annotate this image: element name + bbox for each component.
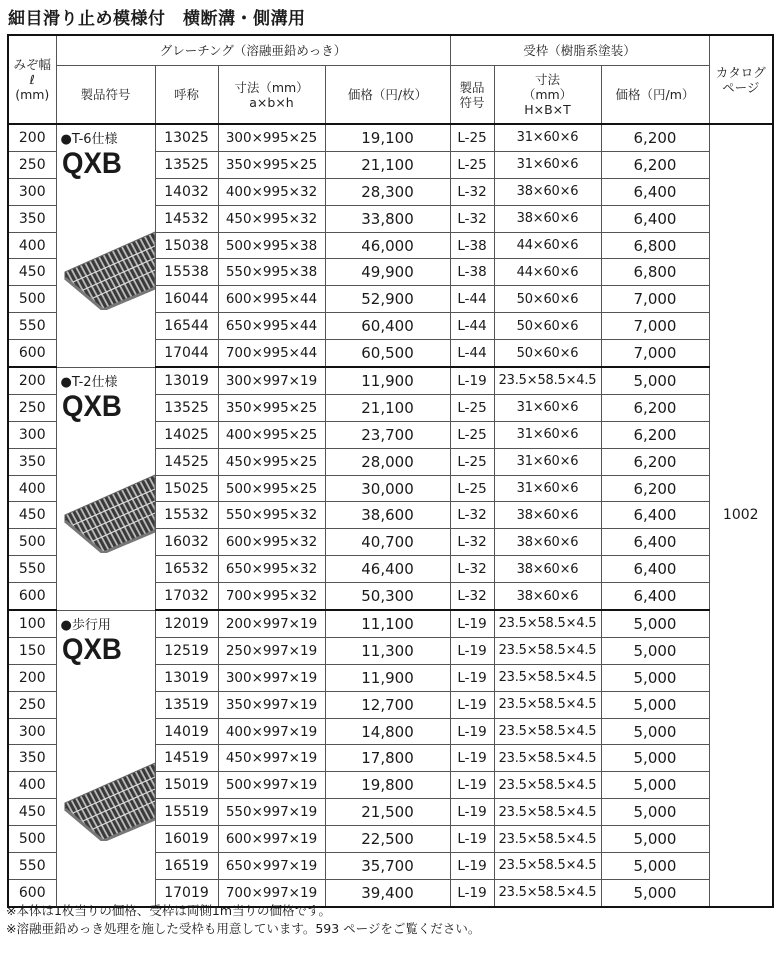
catalog-page-cell: 1002 — [709, 124, 773, 907]
nominal-cell: 15025 — [155, 475, 218, 502]
dimension-cell: 300×997×19 — [218, 367, 325, 394]
nominal-cell: 15532 — [155, 502, 218, 529]
width-cell: 400 — [8, 772, 56, 799]
grating-image-icon — [63, 473, 155, 553]
table-row — [8, 610, 773, 637]
frame-code-cell: L-32 — [450, 529, 494, 556]
dimension-cell: 300×997×19 — [218, 664, 325, 691]
frame-dimension-cell: 31×60×6 — [494, 124, 601, 151]
nominal-cell: 13019 — [155, 664, 218, 691]
price-cell: 35,700 — [325, 853, 450, 880]
frame-price-cell: 6,200 — [601, 394, 709, 421]
frame-dimension-cell: 23.5×58.5×4.5 — [494, 772, 601, 799]
page-title: 細目滑り止め模様付 横断溝・側溝用 — [8, 9, 306, 29]
header-frame-code: 製品 符号 — [450, 66, 494, 125]
dimension-cell: 600×995×44 — [218, 286, 325, 313]
frame-dimension-cell: 31×60×6 — [494, 448, 601, 475]
nominal-cell: 13525 — [155, 151, 218, 178]
frame-dimension-cell: 38×60×6 — [494, 502, 601, 529]
frame-dimension-cell: 50×60×6 — [494, 340, 601, 367]
header-frame-price: 価格（円/m） — [601, 66, 709, 125]
frame-price-cell: 5,000 — [601, 610, 709, 637]
frame-price-cell: 6,200 — [601, 421, 709, 448]
width-cell: 350 — [8, 205, 56, 232]
frame-dimension-cell: 38×60×6 — [494, 178, 601, 205]
frame-dimension-cell: 50×60×6 — [494, 286, 601, 313]
price-cell: 21,100 — [325, 151, 450, 178]
header-nominal: 呼称 — [155, 66, 218, 125]
dimension-cell: 300×995×25 — [218, 124, 325, 151]
frame-dimension-cell: 23.5×58.5×4.5 — [494, 691, 601, 718]
frame-price-cell: 6,200 — [601, 151, 709, 178]
price-cell: 40,700 — [325, 529, 450, 556]
header-dim: 寸法（mm） a×b×h — [218, 66, 325, 125]
width-cell: 600 — [8, 583, 56, 610]
frame-price-cell: 7,000 — [601, 286, 709, 313]
width-cell: 500 — [8, 286, 56, 313]
frame-price-cell: 5,000 — [601, 367, 709, 394]
width-cell: 150 — [8, 637, 56, 664]
header-product-code: 製品符号 — [56, 66, 155, 125]
frame-dimension-cell: 23.5×58.5×4.5 — [494, 637, 601, 664]
nominal-cell: 14032 — [155, 178, 218, 205]
nominal-cell: 17044 — [155, 340, 218, 367]
width-cell: 550 — [8, 853, 56, 880]
width-cell: 450 — [8, 799, 56, 826]
width-cell: 550 — [8, 556, 56, 583]
frame-price-cell: 6,400 — [601, 178, 709, 205]
nominal-cell: 14519 — [155, 745, 218, 772]
price-table — [7, 34, 774, 908]
dimension-cell: 450×997×19 — [218, 745, 325, 772]
frame-price-cell: 6,200 — [601, 475, 709, 502]
frame-code-cell: L-32 — [450, 556, 494, 583]
product-cell — [56, 610, 155, 907]
frame-dimension-cell: 23.5×58.5×4.5 — [494, 718, 601, 745]
product-cell — [56, 367, 155, 610]
price-cell: 60,400 — [325, 313, 450, 340]
price-cell: 46,400 — [325, 556, 450, 583]
width-cell: 250 — [8, 394, 56, 421]
frame-price-cell: 5,000 — [601, 745, 709, 772]
frame-price-cell: 6,400 — [601, 502, 709, 529]
frame-price-cell: 5,000 — [601, 826, 709, 853]
price-cell: 14,800 — [325, 718, 450, 745]
price-cell: 11,300 — [325, 637, 450, 664]
price-cell: 38,600 — [325, 502, 450, 529]
grating-image — [63, 473, 155, 557]
frame-price-cell: 6,400 — [601, 529, 709, 556]
nominal-cell: 16519 — [155, 853, 218, 880]
dimension-cell: 400×995×32 — [218, 178, 325, 205]
frame-price-cell: 5,000 — [601, 799, 709, 826]
nominal-cell: 12519 — [155, 637, 218, 664]
width-cell: 600 — [8, 879, 56, 906]
nominal-cell: 14025 — [155, 421, 218, 448]
width-cell: 500 — [8, 826, 56, 853]
frame-price-cell: 6,400 — [601, 583, 709, 610]
frame-code-cell: L-19 — [450, 637, 494, 664]
dimension-cell: 550×995×32 — [218, 502, 325, 529]
width-cell: 350 — [8, 448, 56, 475]
frame-dimension-cell: 31×60×6 — [494, 394, 601, 421]
spec-label: ●T-6仕様 — [60, 132, 118, 147]
price-cell: 52,900 — [325, 286, 450, 313]
spec-label: ●歩行用 — [60, 617, 111, 633]
price-cell: 19,100 — [325, 124, 450, 151]
frame-dimension-cell: 44×60×6 — [494, 232, 601, 259]
width-cell: 100 — [8, 610, 56, 637]
width-cell: 400 — [8, 232, 56, 259]
nominal-cell: 13525 — [155, 394, 218, 421]
dimension-cell: 400×997×19 — [218, 718, 325, 745]
width-cell: 600 — [8, 340, 56, 367]
frame-price-cell: 6,200 — [601, 124, 709, 151]
frame-price-cell: 5,000 — [601, 637, 709, 664]
nominal-cell: 13519 — [155, 691, 218, 718]
frame-code-cell: L-44 — [450, 340, 494, 367]
dimension-cell: 600×995×32 — [218, 529, 325, 556]
table-row — [8, 124, 773, 151]
grating-image — [63, 230, 155, 314]
price-cell: 46,000 — [325, 232, 450, 259]
header-price: 価格（円/枚） — [325, 66, 450, 125]
frame-code-cell: L-38 — [450, 259, 494, 286]
price-cell: 19,800 — [325, 772, 450, 799]
width-cell: 550 — [8, 313, 56, 340]
dimension-cell: 650×997×19 — [218, 853, 325, 880]
price-cell: 28,300 — [325, 178, 450, 205]
price-cell: 30,000 — [325, 475, 450, 502]
frame-code-cell: L-19 — [450, 799, 494, 826]
frame-code-cell: L-25 — [450, 475, 494, 502]
width-cell: 200 — [8, 664, 56, 691]
frame-dimension-cell: 23.5×58.5×4.5 — [494, 664, 601, 691]
frame-code-cell: L-19 — [450, 718, 494, 745]
width-cell: 450 — [8, 502, 56, 529]
footnotes — [6, 902, 480, 938]
frame-dimension-cell: 23.5×58.5×4.5 — [494, 879, 601, 906]
header-frame-dim: 寸法 （mm） H×B×T — [494, 66, 601, 125]
frame-code-cell: L-44 — [450, 313, 494, 340]
price-cell: 28,000 — [325, 448, 450, 475]
frame-price-cell: 5,000 — [601, 664, 709, 691]
nominal-cell: 13019 — [155, 367, 218, 394]
price-cell: 21,100 — [325, 394, 450, 421]
width-cell: 200 — [8, 124, 56, 151]
nominal-cell: 14019 — [155, 718, 218, 745]
frame-price-cell: 6,200 — [601, 448, 709, 475]
frame-price-cell: 7,000 — [601, 313, 709, 340]
price-cell: 50,300 — [325, 583, 450, 610]
nominal-cell: 12019 — [155, 610, 218, 637]
width-cell: 400 — [8, 475, 56, 502]
price-cell: 22,500 — [325, 826, 450, 853]
price-cell: 23,700 — [325, 421, 450, 448]
frame-price-cell: 6,800 — [601, 259, 709, 286]
dimension-cell: 500×997×19 — [218, 772, 325, 799]
dimension-cell: 500×995×25 — [218, 475, 325, 502]
nominal-cell: 14525 — [155, 448, 218, 475]
frame-dimension-cell: 23.5×58.5×4.5 — [494, 826, 601, 853]
price-cell: 33,800 — [325, 205, 450, 232]
header-frame-group: 受枠（樹脂系塗装） — [450, 35, 709, 66]
frame-dimension-cell: 23.5×58.5×4.5 — [494, 610, 601, 637]
frame-price-cell: 7,000 — [601, 340, 709, 367]
frame-code-cell: L-25 — [450, 394, 494, 421]
grating-image-icon — [63, 761, 155, 841]
dimension-cell: 550×995×38 — [218, 259, 325, 286]
dimension-cell: 500×995×38 — [218, 232, 325, 259]
dimension-cell: 650×995×32 — [218, 556, 325, 583]
nominal-cell: 15538 — [155, 259, 218, 286]
frame-code-cell: L-19 — [450, 745, 494, 772]
dimension-cell: 550×997×19 — [218, 799, 325, 826]
frame-code-cell: L-38 — [450, 232, 494, 259]
spec-label: ●T-2仕様 — [60, 374, 118, 390]
frame-dimension-cell: 38×60×6 — [494, 529, 601, 556]
brand-name: QXB — [61, 632, 122, 666]
frame-dimension-cell: 44×60×6 — [494, 259, 601, 286]
nominal-cell: 15038 — [155, 232, 218, 259]
frame-dimension-cell: 31×60×6 — [494, 475, 601, 502]
price-cell: 49,900 — [325, 259, 450, 286]
frame-price-cell: 6,800 — [601, 232, 709, 259]
header-grating-group: グレーチング（溶融亜鉛めっき） — [56, 35, 450, 66]
frame-price-cell: 6,400 — [601, 556, 709, 583]
nominal-cell: 15519 — [155, 799, 218, 826]
frame-code-cell: L-19 — [450, 691, 494, 718]
nominal-cell: 16019 — [155, 826, 218, 853]
frame-dimension-cell: 31×60×6 — [494, 421, 601, 448]
frame-dimension-cell: 31×60×6 — [494, 151, 601, 178]
price-cell: 11,100 — [325, 610, 450, 637]
frame-dimension-cell: 38×60×6 — [494, 205, 601, 232]
frame-price-cell: 5,000 — [601, 879, 709, 906]
grating-image — [63, 761, 155, 845]
nominal-cell: 16532 — [155, 556, 218, 583]
frame-price-cell: 5,000 — [601, 853, 709, 880]
width-cell: 500 — [8, 529, 56, 556]
frame-code-cell: L-44 — [450, 286, 494, 313]
dimension-cell: 350×995×25 — [218, 394, 325, 421]
dimension-cell: 250×997×19 — [218, 637, 325, 664]
nominal-cell: 13025 — [155, 124, 218, 151]
product-cell — [56, 124, 155, 367]
frame-price-cell: 5,000 — [601, 718, 709, 745]
price-cell: 11,900 — [325, 664, 450, 691]
width-cell: 200 — [8, 367, 56, 394]
dimension-cell: 450×995×32 — [218, 205, 325, 232]
frame-code-cell: L-19 — [450, 610, 494, 637]
footnote: ※本体は1枚当りの価格、受枠は両側1m当りの価格です。 — [6, 903, 332, 918]
header-width: みぞ幅 ℓ (mm) — [8, 35, 56, 124]
width-cell: 450 — [8, 259, 56, 286]
width-cell: 300 — [8, 421, 56, 448]
dimension-cell: 700×997×19 — [218, 879, 325, 906]
price-cell: 39,400 — [325, 879, 450, 906]
dimension-cell: 200×997×19 — [218, 610, 325, 637]
dimension-cell: 600×997×19 — [218, 826, 325, 853]
frame-code-cell: L-25 — [450, 448, 494, 475]
frame-code-cell: L-25 — [450, 151, 494, 178]
frame-dimension-cell: 23.5×58.5×4.5 — [494, 853, 601, 880]
nominal-cell: 16032 — [155, 529, 218, 556]
nominal-cell: 14532 — [155, 205, 218, 232]
width-cell: 250 — [8, 151, 56, 178]
width-cell: 300 — [8, 178, 56, 205]
frame-code-cell: L-25 — [450, 124, 494, 151]
frame-code-cell: L-19 — [450, 664, 494, 691]
width-cell: 350 — [8, 745, 56, 772]
footnote: ※溶融亜鉛めっき処理を施した受枠も用意しています。593 ページをご覧ください。 — [6, 921, 481, 936]
price-cell: 60,500 — [325, 340, 450, 367]
nominal-cell: 16044 — [155, 286, 218, 313]
frame-code-cell: L-32 — [450, 502, 494, 529]
nominal-cell: 16544 — [155, 313, 218, 340]
grating-image-icon — [63, 230, 155, 310]
price-cell: 11,900 — [325, 367, 450, 394]
nominal-cell: 15019 — [155, 772, 218, 799]
frame-code-cell: L-32 — [450, 583, 494, 610]
frame-code-cell: L-25 — [450, 421, 494, 448]
dimension-cell: 650×995×44 — [218, 313, 325, 340]
frame-price-cell: 6,400 — [601, 205, 709, 232]
brand-name: QXB — [61, 389, 122, 423]
frame-code-cell: L-19 — [450, 879, 494, 906]
frame-dimension-cell: 38×60×6 — [494, 583, 601, 610]
nominal-cell: 17019 — [155, 879, 218, 906]
table-row — [8, 367, 773, 394]
dimension-cell: 700×995×32 — [218, 583, 325, 610]
frame-code-cell: L-19 — [450, 826, 494, 853]
price-cell: 21,500 — [325, 799, 450, 826]
frame-code-cell: L-19 — [450, 367, 494, 394]
price-cell: 12,700 — [325, 691, 450, 718]
dimension-cell: 400×995×25 — [218, 421, 325, 448]
dimension-cell: 700×995×44 — [218, 340, 325, 367]
frame-code-cell: L-19 — [450, 853, 494, 880]
frame-price-cell: 5,000 — [601, 772, 709, 799]
nominal-cell: 17032 — [155, 583, 218, 610]
frame-dimension-cell: 23.5×58.5×4.5 — [494, 799, 601, 826]
price-cell: 17,800 — [325, 745, 450, 772]
frame-dimension-cell: 38×60×6 — [494, 556, 601, 583]
frame-code-cell: L-19 — [450, 772, 494, 799]
dimension-cell: 350×997×19 — [218, 691, 325, 718]
frame-code-cell: L-32 — [450, 178, 494, 205]
dimension-cell: 450×995×25 — [218, 448, 325, 475]
header-catalog: カタログ ページ — [709, 35, 773, 124]
brand-name: QXB — [61, 147, 122, 180]
width-cell: 250 — [8, 691, 56, 718]
width-cell: 300 — [8, 718, 56, 745]
frame-dimension-cell: 23.5×58.5×4.5 — [494, 367, 601, 394]
frame-dimension-cell: 23.5×58.5×4.5 — [494, 745, 601, 772]
frame-dimension-cell: 50×60×6 — [494, 313, 601, 340]
dimension-cell: 350×995×25 — [218, 151, 325, 178]
frame-code-cell: L-32 — [450, 205, 494, 232]
frame-price-cell: 5,000 — [601, 691, 709, 718]
